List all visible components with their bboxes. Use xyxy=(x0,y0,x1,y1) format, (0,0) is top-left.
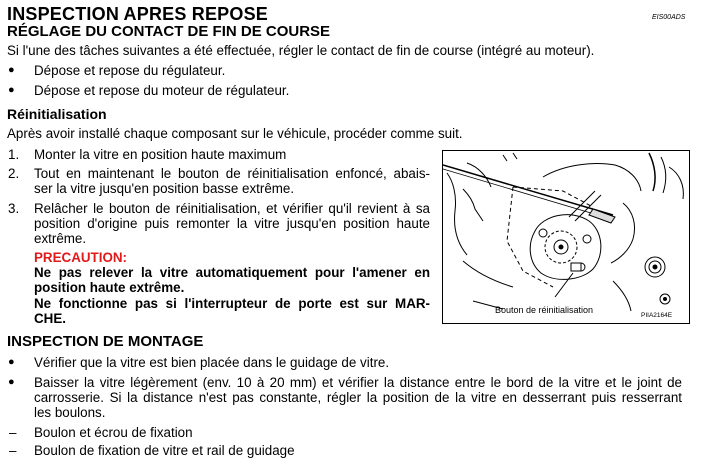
step-text: ser la vitre jusqu'en position basse extrême. xyxy=(34,181,295,196)
regulator-diagram xyxy=(442,150,690,324)
bullet-icon: ● xyxy=(8,376,15,388)
section-heading-mount-inspection: INSPECTION DE MONTAGE xyxy=(7,333,204,350)
dash-icon: – xyxy=(9,443,17,458)
dash-icon: – xyxy=(9,425,17,440)
figure-code: PIIA2164E xyxy=(641,312,673,319)
sub-list-item: Boulon de fixation de vitre et rail de guidage xyxy=(34,443,295,458)
list-item: Dépose et repose du moteur de régulateur. xyxy=(34,83,290,98)
list-item: Baisser la vitre légèrement (env. 10 à 20 mm) et vérifier la distance entre le bord de la vitre et le joint de xyxy=(34,375,682,390)
bullet-icon: ● xyxy=(8,64,15,76)
section-intro: Si l'une des tâches suivantes a été effectuée, régler le contact de fin de course (intégré au moteur). xyxy=(7,43,595,58)
precaution-text: CHE. xyxy=(34,311,66,326)
step-number: 1. xyxy=(8,147,20,162)
subsection-heading-reset: Réinitialisation xyxy=(7,106,107,122)
reference-code: EIS00ADS xyxy=(652,14,686,21)
section-heading-limit-switch: RÉGLAGE DU CONTACT DE FIN DE COURSE xyxy=(7,23,331,40)
step-number: 2. xyxy=(8,166,20,181)
step-text: extrême. xyxy=(34,231,87,246)
bullet-icon: ● xyxy=(8,84,15,96)
precaution-text: position haute extrême. xyxy=(34,280,185,295)
list-item: Vérifier que la vitre est bien placée dans le guidage de vitre. xyxy=(34,355,390,370)
precaution-label: PRECAUTION: xyxy=(34,250,127,265)
precaution-text: Ne pas relever la vitre automatiquement pour l'amener en xyxy=(34,265,430,280)
bullet-icon: ● xyxy=(8,356,15,368)
regulator-illustration xyxy=(443,151,689,323)
step-text: Relâcher le bouton de réinitialisation, et vérifier qu'il revient à sa xyxy=(34,201,430,216)
sub-list-item: Boulon et écrou de fixation xyxy=(34,425,193,440)
reset-intro: Après avoir installé chaque composant sur le véhicule, procéder comme suit. xyxy=(7,126,463,141)
step-text: position d'origine puis remonter la vitre jusqu'en position haute xyxy=(34,216,430,231)
list-item: Dépose et repose du régulateur. xyxy=(34,63,226,78)
step-text: Tout en maintenant le bouton de réinitialisation enfoncé, abais- xyxy=(34,166,430,181)
page-title: INSPECTION APRES REPOSE xyxy=(7,4,268,24)
step-text: Monter la vitre en position haute maximum xyxy=(34,147,287,162)
step-number: 3. xyxy=(8,201,20,216)
list-item: les boulons. xyxy=(34,405,106,420)
precaution-text: Ne fonctionne pas si l'interrupteur de porte est sur MAR- xyxy=(34,296,430,311)
list-item: carrosserie. Si la distance n'est pas constante, régler la position de la vitre en desserrant puis resserrant xyxy=(34,390,682,405)
figure-caption: Bouton de réinitialisation xyxy=(495,305,594,315)
